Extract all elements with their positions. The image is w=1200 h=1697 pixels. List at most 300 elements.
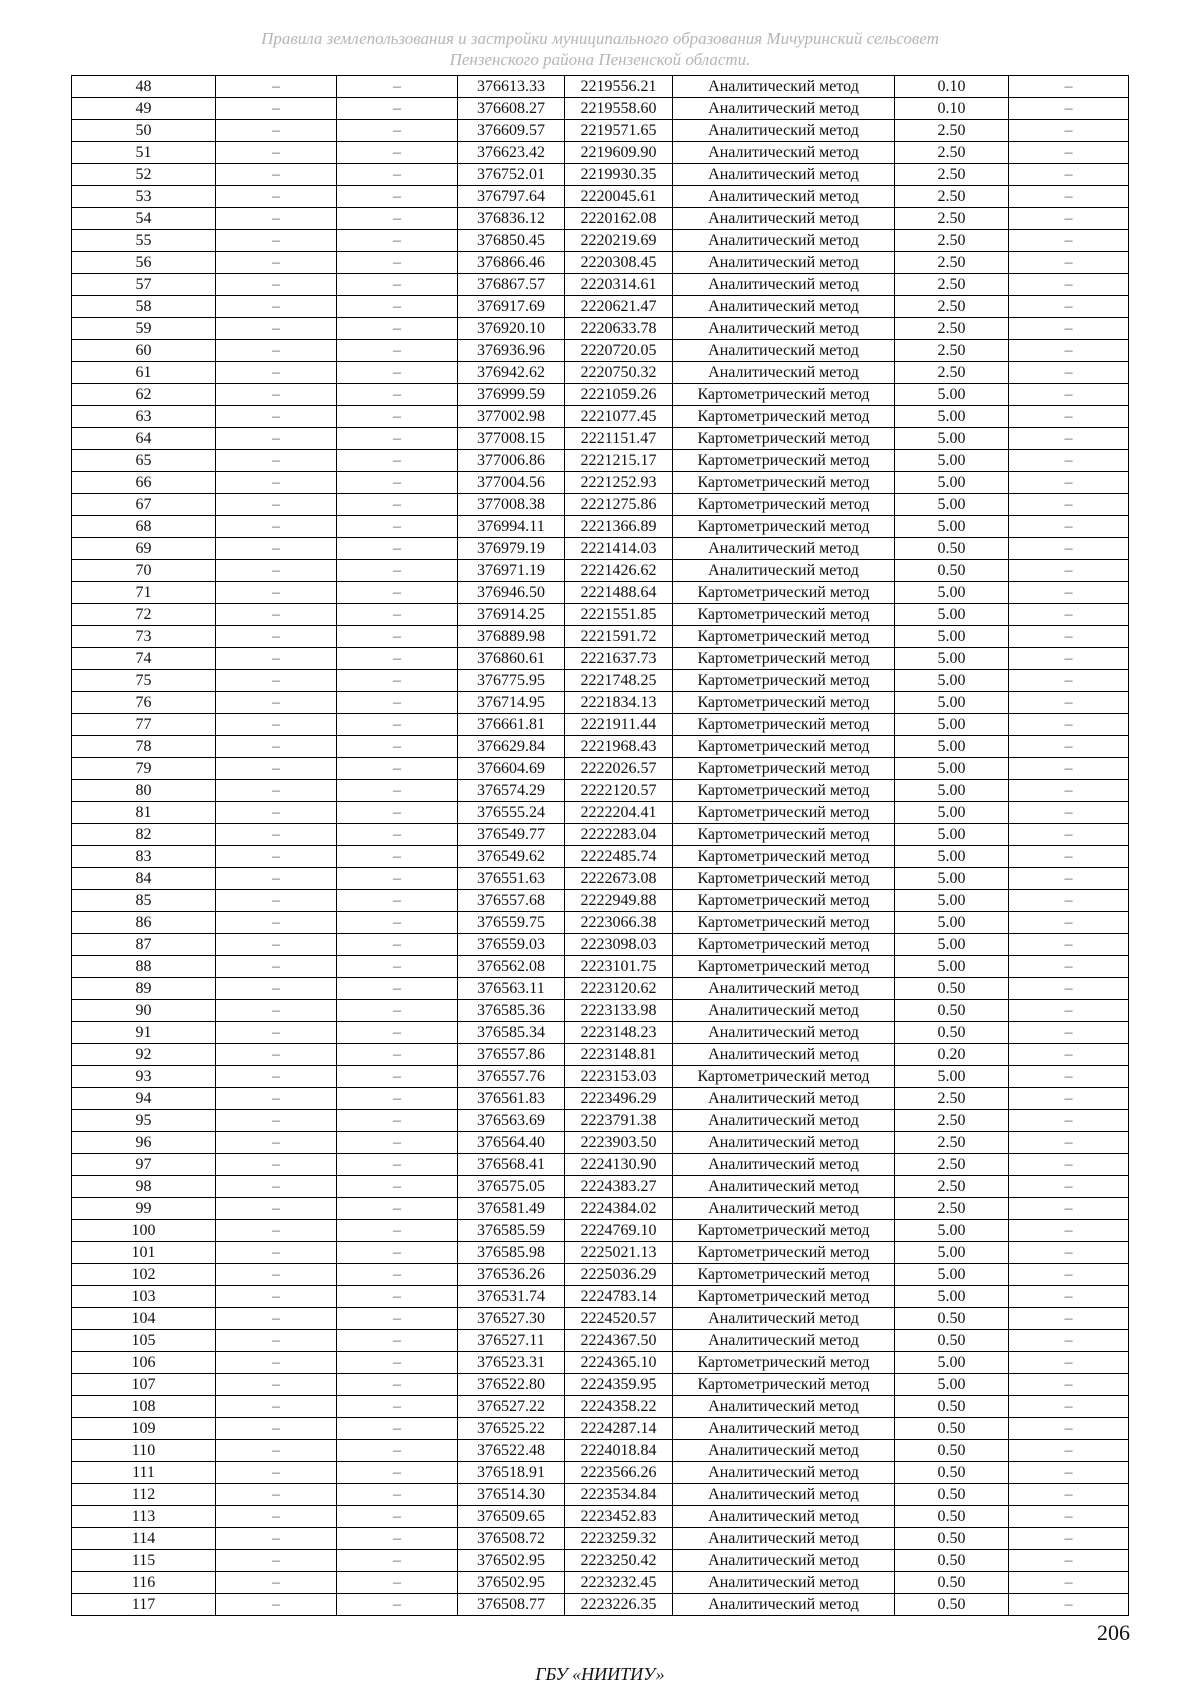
table-row [72, 164, 1129, 186]
cell-col-8: – [1009, 1484, 1129, 1506]
cell-point-number: 85 [72, 890, 216, 912]
table-row [72, 912, 1129, 934]
cell-method: Аналитический метод [673, 120, 895, 142]
cell-col-2: – [216, 428, 337, 450]
cell-coord-y: 2221637.73 [565, 648, 673, 670]
page-header [120, 28, 1080, 70]
cell-method: Картометрический метод [673, 1286, 895, 1308]
cell-coord-x: 377008.38 [458, 494, 565, 516]
cell-col-2: – [216, 1198, 337, 1220]
cell-method: Аналитический метод [673, 1022, 895, 1044]
cell-method: Картометрический метод [673, 472, 895, 494]
cell-coord-x: 376946.50 [458, 582, 565, 604]
cell-accuracy: 5.00 [895, 956, 1009, 978]
cell-method: Картометрический метод [673, 428, 895, 450]
table-row [72, 406, 1129, 428]
cell-method: Аналитический метод [673, 1154, 895, 1176]
cell-point-number: 114 [72, 1528, 216, 1550]
cell-coord-x: 376522.80 [458, 1374, 565, 1396]
cell-point-number: 56 [72, 252, 216, 274]
cell-col-8: – [1009, 318, 1129, 340]
table-body [72, 76, 1129, 1616]
cell-point-number: 54 [72, 208, 216, 230]
cell-coord-y: 2225021.13 [565, 1242, 673, 1264]
cell-coord-y: 2221215.17 [565, 450, 673, 472]
cell-point-number: 63 [72, 406, 216, 428]
table-row [72, 1572, 1129, 1594]
cell-coord-x: 376836.12 [458, 208, 565, 230]
cell-accuracy: 0.10 [895, 76, 1009, 98]
cell-coord-y: 2224358.22 [565, 1396, 673, 1418]
cell-col-3: – [337, 604, 458, 626]
cell-method: Картометрический метод [673, 450, 895, 472]
cell-col-2: – [216, 472, 337, 494]
cell-coord-y: 2221911.44 [565, 714, 673, 736]
cell-coord-y: 2223120.62 [565, 978, 673, 1000]
table-row [72, 494, 1129, 516]
cell-col-3: – [337, 1528, 458, 1550]
cell-col-8: – [1009, 604, 1129, 626]
table-row [72, 1506, 1129, 1528]
table-row [72, 582, 1129, 604]
cell-accuracy: 2.50 [895, 164, 1009, 186]
table-row [72, 1484, 1129, 1506]
cell-col-8: – [1009, 648, 1129, 670]
cell-col-3: – [337, 208, 458, 230]
cell-accuracy: 0.50 [895, 1594, 1009, 1616]
cell-method: Картометрический метод [673, 912, 895, 934]
cell-coord-x: 376531.74 [458, 1286, 565, 1308]
cell-col-8: – [1009, 1572, 1129, 1594]
cell-point-number: 108 [72, 1396, 216, 1418]
cell-coord-y: 2223153.03 [565, 1066, 673, 1088]
cell-coord-y: 2222949.88 [565, 890, 673, 912]
cell-col-3: – [337, 274, 458, 296]
cell-col-8: – [1009, 142, 1129, 164]
cell-coord-x: 377002.98 [458, 406, 565, 428]
cell-accuracy: 2.50 [895, 1110, 1009, 1132]
cell-coord-y: 2221252.93 [565, 472, 673, 494]
cell-coord-y: 2223259.32 [565, 1528, 673, 1550]
cell-col-3: – [337, 1088, 458, 1110]
cell-col-3: – [337, 1484, 458, 1506]
cell-coord-y: 2220219.69 [565, 230, 673, 252]
cell-point-number: 105 [72, 1330, 216, 1352]
cell-coord-x: 376527.11 [458, 1330, 565, 1352]
cell-accuracy: 2.50 [895, 340, 1009, 362]
cell-point-number: 112 [72, 1484, 216, 1506]
cell-col-8: – [1009, 736, 1129, 758]
cell-method: Картометрический метод [673, 692, 895, 714]
cell-col-3: – [337, 780, 458, 802]
cell-col-8: – [1009, 208, 1129, 230]
cell-point-number: 99 [72, 1198, 216, 1220]
cell-coord-x: 376549.77 [458, 824, 565, 846]
table-row [72, 472, 1129, 494]
cell-col-2: – [216, 1330, 337, 1352]
cell-coord-x: 376613.33 [458, 76, 565, 98]
cell-coord-x: 376568.41 [458, 1154, 565, 1176]
cell-col-2: – [216, 252, 337, 274]
table-row [72, 670, 1129, 692]
cell-coord-y: 2221414.03 [565, 538, 673, 560]
cell-accuracy: 5.00 [895, 604, 1009, 626]
cell-col-3: – [337, 1264, 458, 1286]
table-row [72, 1352, 1129, 1374]
cell-col-3: – [337, 714, 458, 736]
cell-accuracy: 5.00 [895, 692, 1009, 714]
cell-col-8: – [1009, 230, 1129, 252]
cell-method: Аналитический метод [673, 1506, 895, 1528]
cell-col-2: – [216, 1264, 337, 1286]
cell-col-3: – [337, 912, 458, 934]
cell-point-number: 51 [72, 142, 216, 164]
cell-col-2: – [216, 274, 337, 296]
cell-col-8: – [1009, 846, 1129, 868]
cell-point-number: 93 [72, 1066, 216, 1088]
cell-col-3: – [337, 692, 458, 714]
table-row [72, 1088, 1129, 1110]
cell-coord-x: 376509.65 [458, 1506, 565, 1528]
cell-accuracy: 5.00 [895, 780, 1009, 802]
cell-point-number: 74 [72, 648, 216, 670]
table-row [72, 956, 1129, 978]
cell-coord-y: 2223566.26 [565, 1462, 673, 1484]
cell-coord-y: 2224783.14 [565, 1286, 673, 1308]
cell-col-2: – [216, 406, 337, 428]
cell-accuracy: 5.00 [895, 516, 1009, 538]
cell-accuracy: 5.00 [895, 626, 1009, 648]
cell-method: Аналитический метод [673, 978, 895, 1000]
cell-col-8: – [1009, 406, 1129, 428]
cell-method: Аналитический метод [673, 1308, 895, 1330]
table-row [72, 516, 1129, 538]
cell-method: Аналитический метод [673, 1088, 895, 1110]
cell-coord-x: 376585.59 [458, 1220, 565, 1242]
cell-coord-y: 2219571.65 [565, 120, 673, 142]
cell-coord-y: 2224384.02 [565, 1198, 673, 1220]
cell-coord-x: 376555.24 [458, 802, 565, 824]
cell-accuracy: 5.00 [895, 384, 1009, 406]
cell-col-3: – [337, 230, 458, 252]
cell-coord-y: 2222283.04 [565, 824, 673, 846]
cell-coord-y: 2221059.26 [565, 384, 673, 406]
cell-method: Аналитический метод [673, 164, 895, 186]
cell-point-number: 78 [72, 736, 216, 758]
cell-col-3: – [337, 582, 458, 604]
table-row [72, 142, 1129, 164]
table-row [72, 604, 1129, 626]
cell-col-8: – [1009, 98, 1129, 120]
cell-coord-x: 376936.96 [458, 340, 565, 362]
cell-col-8: – [1009, 362, 1129, 384]
cell-coord-y: 2220720.05 [565, 340, 673, 362]
cell-accuracy: 2.50 [895, 362, 1009, 384]
cell-accuracy: 5.00 [895, 648, 1009, 670]
cell-method: Аналитический метод [673, 98, 895, 120]
cell-col-8: – [1009, 1418, 1129, 1440]
cell-col-8: – [1009, 1528, 1129, 1550]
table-row [72, 692, 1129, 714]
cell-coord-x: 376629.84 [458, 736, 565, 758]
cell-accuracy: 0.50 [895, 1528, 1009, 1550]
cell-coord-y: 2223098.03 [565, 934, 673, 956]
cell-accuracy: 2.50 [895, 252, 1009, 274]
cell-col-3: – [337, 142, 458, 164]
table-row [72, 868, 1129, 890]
table-row [72, 802, 1129, 824]
cell-col-3: – [337, 340, 458, 362]
cell-accuracy: 5.00 [895, 934, 1009, 956]
cell-col-2: – [216, 1242, 337, 1264]
cell-col-3: – [337, 1440, 458, 1462]
cell-col-3: – [337, 450, 458, 472]
cell-method: Картометрический метод [673, 670, 895, 692]
cell-method: Аналитический метод [673, 1110, 895, 1132]
cell-col-3: – [337, 736, 458, 758]
cell-method: Картометрический метод [673, 802, 895, 824]
cell-point-number: 71 [72, 582, 216, 604]
cell-accuracy: 5.00 [895, 802, 1009, 824]
table-row [72, 1000, 1129, 1022]
cell-coord-x: 376920.10 [458, 318, 565, 340]
cell-coord-x: 376559.75 [458, 912, 565, 934]
cell-col-2: – [216, 1594, 337, 1616]
cell-accuracy: 0.50 [895, 1396, 1009, 1418]
cell-point-number: 69 [72, 538, 216, 560]
cell-accuracy: 5.00 [895, 758, 1009, 780]
cell-col-2: – [216, 186, 337, 208]
cell-col-2: – [216, 802, 337, 824]
table-row [72, 384, 1129, 406]
cell-col-3: – [337, 384, 458, 406]
cell-col-8: – [1009, 538, 1129, 560]
cell-coord-x: 376557.68 [458, 890, 565, 912]
cell-point-number: 103 [72, 1286, 216, 1308]
cell-col-8: – [1009, 1000, 1129, 1022]
table-row [72, 1132, 1129, 1154]
cell-col-2: – [216, 318, 337, 340]
cell-point-number: 95 [72, 1110, 216, 1132]
cell-col-8: – [1009, 802, 1129, 824]
cell-coord-x: 376661.81 [458, 714, 565, 736]
cell-accuracy: 0.50 [895, 1308, 1009, 1330]
cell-col-2: – [216, 912, 337, 934]
cell-coord-x: 376518.91 [458, 1462, 565, 1484]
cell-coord-y: 2221488.64 [565, 582, 673, 604]
cell-col-2: – [216, 494, 337, 516]
cell-accuracy: 5.00 [895, 1352, 1009, 1374]
cell-col-8: – [1009, 340, 1129, 362]
cell-method: Картометрический метод [673, 736, 895, 758]
cell-accuracy: 2.50 [895, 1088, 1009, 1110]
cell-coord-y: 2224769.10 [565, 1220, 673, 1242]
coordinates-table [71, 75, 1129, 1616]
cell-col-2: – [216, 780, 337, 802]
cell-coord-x: 376514.30 [458, 1484, 565, 1506]
cell-method: Картометрический метод [673, 956, 895, 978]
table-row [72, 296, 1129, 318]
cell-coord-x: 376752.01 [458, 164, 565, 186]
cell-point-number: 70 [72, 560, 216, 582]
table-row [72, 1528, 1129, 1550]
cell-col-3: – [337, 494, 458, 516]
cell-point-number: 65 [72, 450, 216, 472]
cell-col-2: – [216, 384, 337, 406]
cell-point-number: 81 [72, 802, 216, 824]
cell-point-number: 91 [72, 1022, 216, 1044]
cell-coord-y: 2224287.14 [565, 1418, 673, 1440]
cell-col-8: – [1009, 1440, 1129, 1462]
cell-point-number: 50 [72, 120, 216, 142]
cell-coord-x: 376523.31 [458, 1352, 565, 1374]
cell-col-8: – [1009, 1374, 1129, 1396]
table-row [72, 846, 1129, 868]
cell-accuracy: 0.50 [895, 1550, 1009, 1572]
table-row [72, 890, 1129, 912]
cell-point-number: 117 [72, 1594, 216, 1616]
cell-coord-y: 2220750.32 [565, 362, 673, 384]
table-row [72, 934, 1129, 956]
cell-accuracy: 5.00 [895, 494, 1009, 516]
cell-col-2: – [216, 142, 337, 164]
cell-point-number: 83 [72, 846, 216, 868]
table-row [72, 1264, 1129, 1286]
cell-method: Аналитический метод [673, 1132, 895, 1154]
cell-point-number: 116 [72, 1572, 216, 1594]
cell-col-3: – [337, 802, 458, 824]
cell-point-number: 115 [72, 1550, 216, 1572]
cell-col-2: – [216, 1484, 337, 1506]
cell-col-8: – [1009, 274, 1129, 296]
cell-point-number: 59 [72, 318, 216, 340]
cell-method: Картометрический метод [673, 1220, 895, 1242]
cell-coord-x: 376557.76 [458, 1066, 565, 1088]
table-row [72, 208, 1129, 230]
cell-col-3: – [337, 252, 458, 274]
cell-coord-x: 376575.05 [458, 1176, 565, 1198]
cell-point-number: 76 [72, 692, 216, 714]
cell-coord-x: 376508.72 [458, 1528, 565, 1550]
cell-accuracy: 0.50 [895, 1000, 1009, 1022]
cell-point-number: 57 [72, 274, 216, 296]
cell-method: Картометрический метод [673, 1374, 895, 1396]
cell-accuracy: 5.00 [895, 912, 1009, 934]
cell-col-3: – [337, 1044, 458, 1066]
cell-accuracy: 5.00 [895, 714, 1009, 736]
cell-col-3: – [337, 1198, 458, 1220]
cell-col-8: – [1009, 626, 1129, 648]
cell-accuracy: 0.50 [895, 1022, 1009, 1044]
cell-col-8: – [1009, 868, 1129, 890]
cell-col-8: – [1009, 1506, 1129, 1528]
cell-method: Аналитический метод [673, 252, 895, 274]
cell-col-2: – [216, 670, 337, 692]
cell-col-3: – [337, 1220, 458, 1242]
cell-col-8: – [1009, 1396, 1129, 1418]
table-row [72, 1308, 1129, 1330]
cell-col-8: – [1009, 76, 1129, 98]
cell-coord-x: 376564.40 [458, 1132, 565, 1154]
cell-col-8: – [1009, 1198, 1129, 1220]
cell-col-8: – [1009, 780, 1129, 802]
cell-coord-y: 2223148.23 [565, 1022, 673, 1044]
cell-coord-x: 376559.03 [458, 934, 565, 956]
cell-col-8: – [1009, 912, 1129, 934]
cell-accuracy: 5.00 [895, 1374, 1009, 1396]
cell-point-number: 100 [72, 1220, 216, 1242]
cell-col-3: – [337, 1308, 458, 1330]
cell-col-3: – [337, 296, 458, 318]
cell-col-3: – [337, 1022, 458, 1044]
cell-coord-x: 376850.45 [458, 230, 565, 252]
cell-col-3: – [337, 538, 458, 560]
cell-col-8: – [1009, 120, 1129, 142]
cell-col-2: – [216, 1154, 337, 1176]
cell-col-2: – [216, 1000, 337, 1022]
cell-accuracy: 5.00 [895, 824, 1009, 846]
cell-point-number: 84 [72, 868, 216, 890]
cell-coord-x: 376549.62 [458, 846, 565, 868]
cell-method: Аналитический метод [673, 1000, 895, 1022]
cell-col-8: – [1009, 1594, 1129, 1616]
cell-col-3: – [337, 868, 458, 890]
cell-col-8: – [1009, 164, 1129, 186]
table-row [72, 340, 1129, 362]
cell-coord-x: 376775.95 [458, 670, 565, 692]
cell-col-2: – [216, 1418, 337, 1440]
cell-coord-x: 376536.26 [458, 1264, 565, 1286]
cell-col-3: – [337, 98, 458, 120]
cell-col-2: – [216, 846, 337, 868]
cell-coord-x: 376563.69 [458, 1110, 565, 1132]
cell-method: Аналитический метод [673, 1396, 895, 1418]
cell-coord-x: 376502.95 [458, 1550, 565, 1572]
cell-col-2: – [216, 758, 337, 780]
cell-point-number: 98 [72, 1176, 216, 1198]
cell-coord-x: 376867.57 [458, 274, 565, 296]
table-row [72, 1066, 1129, 1088]
table-row [72, 626, 1129, 648]
table-row [72, 1594, 1129, 1616]
cell-col-3: – [337, 406, 458, 428]
cell-col-8: – [1009, 1022, 1129, 1044]
cell-accuracy: 5.00 [895, 450, 1009, 472]
cell-method: Аналитический метод [673, 208, 895, 230]
cell-col-2: – [216, 868, 337, 890]
cell-method: Аналитический метод [673, 1440, 895, 1462]
cell-coord-y: 2225036.29 [565, 1264, 673, 1286]
cell-point-number: 53 [72, 186, 216, 208]
table-row [72, 120, 1129, 142]
cell-method: Картометрический метод [673, 626, 895, 648]
cell-col-2: – [216, 208, 337, 230]
cell-point-number: 92 [72, 1044, 216, 1066]
cell-col-3: – [337, 846, 458, 868]
cell-coord-x: 376502.95 [458, 1572, 565, 1594]
cell-col-2: – [216, 1572, 337, 1594]
cell-coord-x: 376551.63 [458, 868, 565, 890]
cell-method: Аналитический метод [673, 186, 895, 208]
cell-point-number: 52 [72, 164, 216, 186]
cell-accuracy: 5.00 [895, 868, 1009, 890]
cell-col-2: – [216, 296, 337, 318]
cell-point-number: 87 [72, 934, 216, 956]
table-row [72, 318, 1129, 340]
cell-point-number: 111 [72, 1462, 216, 1484]
table-row [72, 230, 1129, 252]
cell-point-number: 89 [72, 978, 216, 1000]
